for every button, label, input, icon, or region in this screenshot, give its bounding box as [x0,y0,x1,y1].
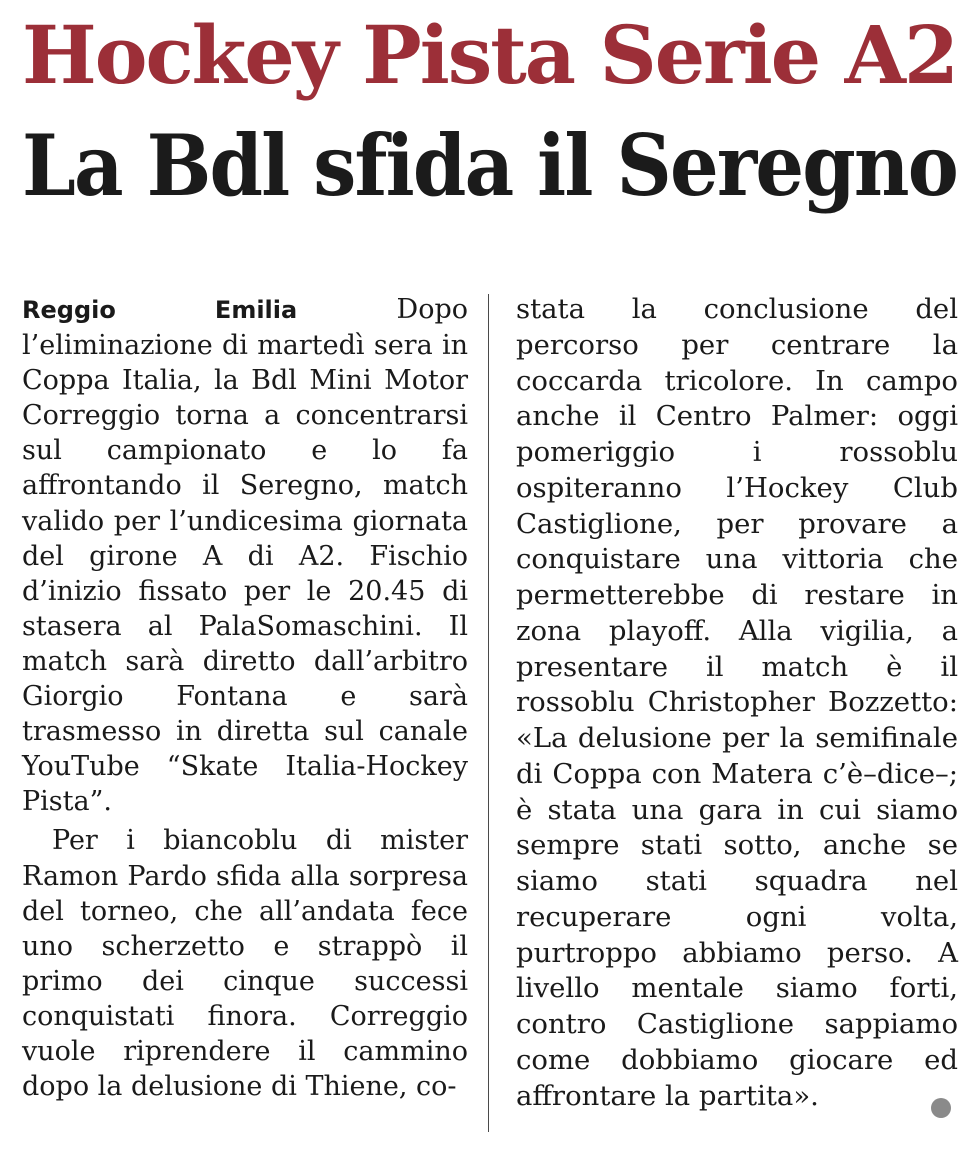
article-column-right [516,292,958,1114]
article-headline: La Bdl sfida il Seregno [22,116,957,215]
article-paragraph [22,292,468,819]
article-paragraph: stata la conclusione del percorso per centrare la coccarda tricolore. In campo anche il Centro Palmer: oggi pomeriggio i rossoblu ospiteranno l’Hockey Club Castiglione, per provare a conquistare una vittoria che permetterebbe di restare in zona playoff. Alla vigilia, a presentare il match è il rossoblu Christopher Bozzetto: «La delusione per la semifinale di Coppa con Matera c’è–dice–; è stata una gara in cui siamo sempre stati sotto, anche se siamo stati squadra nel recuperare ogni volta, purtroppo abbiamo perso. A livello mentale siamo forti, contro Castiglione sappiamo come dobbiamo giocare ed affrontare la partita». [516,293,958,1112]
article-dateline: Reggio Emilia [22,296,298,324]
article-paragraph: Per i biancoblu di mister Ramon Pardo sfida alla sorpresa del torneo, che all’andata fece uno scherzetto e strappò il primo dei cinque successi conquistati finora. Correggio vuole riprendere il cammino dopo la delusione di Thiene, co- [22,825,468,1103]
column-divider [488,294,489,1132]
article-column-left [22,292,468,1104]
paragraph-text: Dopo l’eliminazione di martedì sera in Coppa Italia, la Bdl Mini Motor Correggio torna a concentrarsi sul campionato e lo fa affrontando il Seregno, match valido per l’undicesima giornata del girone A di A2. Fischio d’inizio fissato per le 20.45 di stasera al PalaSomaschini. Il match sarà diretto dall’arbitro Giorgio Fontana e sarà trasmesso in diretta sul canale YouTube “Skate Italia-Hockey Pista”. [22,294,468,818]
article-kicker: Hockey Pista Serie A2 [22,8,957,102]
end-of-article-dot-icon [931,1098,951,1118]
